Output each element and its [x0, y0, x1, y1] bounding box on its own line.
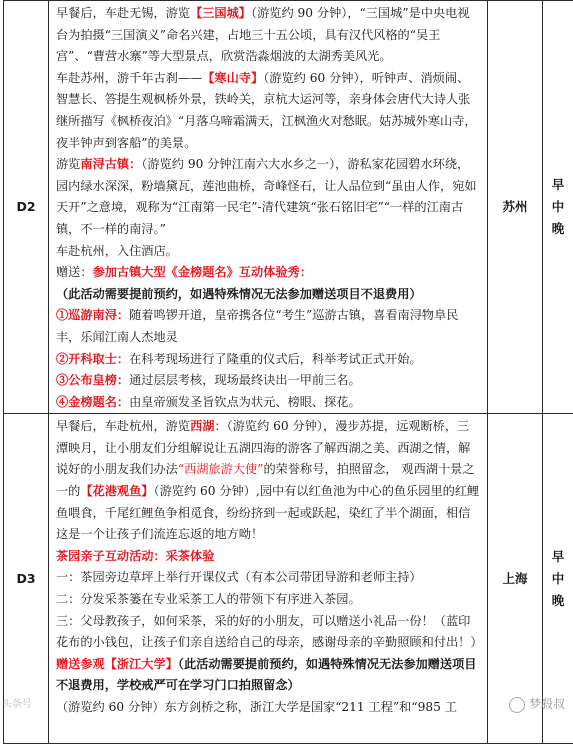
paragraph: 车赴苏州，游千年古刹——【寒山寺】（游览约 60 分钟），听钟声、消烦闹、智慧长、答提生观枫桥外景，铁岭关，京杭大运河等，亲身体会唐代大诗人张继所描写《枫桥夜泊》“月落乌啼霜满天，江枫渔火对愁眠。姑苏城外寒山寺，夜半钟声到客船”的美景。 — [56, 68, 481, 154]
day-content — [49, 1, 488, 414]
watermark-right: 梦殺叔 — [509, 694, 565, 716]
paragraph: 赠送参观【浙江大学】（此活动需要提前预约，如遇特殊情况无法参加赠送项目不退费用，学校戒严可在学习门口拍照留念） — [56, 654, 481, 697]
paragraph: 三：父母教孩子，如何采茶，采的好的小朋友，可以赠送小礼品一份！（蓝印花布的小钱包，让孩子们亲自送给自己的母亲，感谢母亲的辛勤照顾和付出！） — [56, 611, 481, 654]
day-label: D3 — [4, 414, 49, 744]
activity-item: ②开科取士：在科考现场进行了隆重的仪式后，科举考试正式开始。 — [56, 349, 481, 371]
watermark-left: 头条号 — [2, 694, 32, 716]
attraction-name: 南浔古镇： — [80, 157, 141, 171]
paragraph: 一：茶园旁边草坪上举行开课仪式（有本公司带团导游和老师主持） — [56, 567, 481, 589]
paragraph: 车赴杭州，入住酒店。 — [56, 241, 481, 263]
day-label: D2 — [4, 1, 49, 414]
attraction-name: 【三国城】 — [190, 6, 251, 20]
attraction-name: 【寒山寺】 — [202, 71, 263, 85]
paragraph: 早餐后，车赴杭州，游览西湖：（游览约 60 分钟），漫步苏提，远观断桥，三潭映月，让小朋友们分组解说让五湖四海的游客了解西湖之美、西湖之情，解说好的小朋友我们办法“西湖旅游大使”的荣誉称号，拍照留念， 观西湖十景之一的【花港观鱼】（游览约 60 分钟）,园中有以红鱼池为中心的鱼乐园里的红鲤鱼喂食，千尾红鲤鱼争相觅食，纷纷挤到一起或跃起，染红了半个湖面，相信这是一个让孩子们流连忘返的地方呦！ — [56, 416, 481, 546]
activity-item: ③公布皇榜：通过层层考核，现场最终诀出一甲前三名。 — [56, 370, 481, 392]
paragraph: （游览约 60 分钟）东方剑桥之称，浙江大学是国家“211 工程”和“985 工 — [56, 697, 481, 719]
day-row-d2 — [4, 1, 573, 414]
day-content — [49, 414, 488, 744]
city-label: 上海 — [488, 414, 543, 744]
activity-item: ④金榜题名：由皇帝颁发圣旨钦点为状元、榜眼、探花。 — [56, 392, 481, 414]
activity-item: ①巡游南浔：随着鸣锣开道，皇帝携各位“考生”巡游古镇，喜看南浔物阜民丰，乐闻江南人杰地灵 — [56, 305, 481, 348]
paragraph: 赠送：参加古镇大型《金榜题名》互动体验秀： — [56, 262, 481, 284]
wechat-icon — [509, 697, 525, 713]
meals: 早 中 晚 — [543, 414, 573, 744]
meals: 早 中 晚 — [543, 1, 573, 414]
gift-title: 参加古镇大型《金榜题名》互动体验秀： — [93, 265, 312, 279]
paragraph: 二：分发采茶篓在专业采茶工人的带领下有序进入茶园。 — [56, 589, 481, 611]
notice: （此活动需要提前预约，如遇特殊情况无法参加赠送项目不退费用） — [56, 284, 481, 306]
day-row-d3 — [4, 414, 573, 744]
paragraph: 游览南浔古镇：（游览约 90 分钟江南六大水乡之一），游私家花园碧水环绕，园内绿水深深，粉墙黛瓦，莲池曲桥，奇峰怪石，让人品位到“虽由人作，宛如天开”之意境，观称为“江南第一民宅”-清代建筑“张石铭旧宅”“一样的江南古镇，不一样的南浔。” — [56, 154, 481, 240]
city-label: 苏州 — [488, 1, 543, 414]
activity-title: 茶园亲子互动活动：采茶体验 — [56, 546, 481, 568]
itinerary-table — [3, 0, 573, 744]
paragraph: 早餐后，车赴无锡，游览【三国城】（游览约 90 分钟），“三国城”是中央电视台为拍摄“三国演义”命名兴建，占地三十五公顷，具有汉代风格的“吴王宫”、“曹营水寨”等大型景点，欣赏浩淼烟波的太湖秀美风光。 — [56, 3, 481, 68]
